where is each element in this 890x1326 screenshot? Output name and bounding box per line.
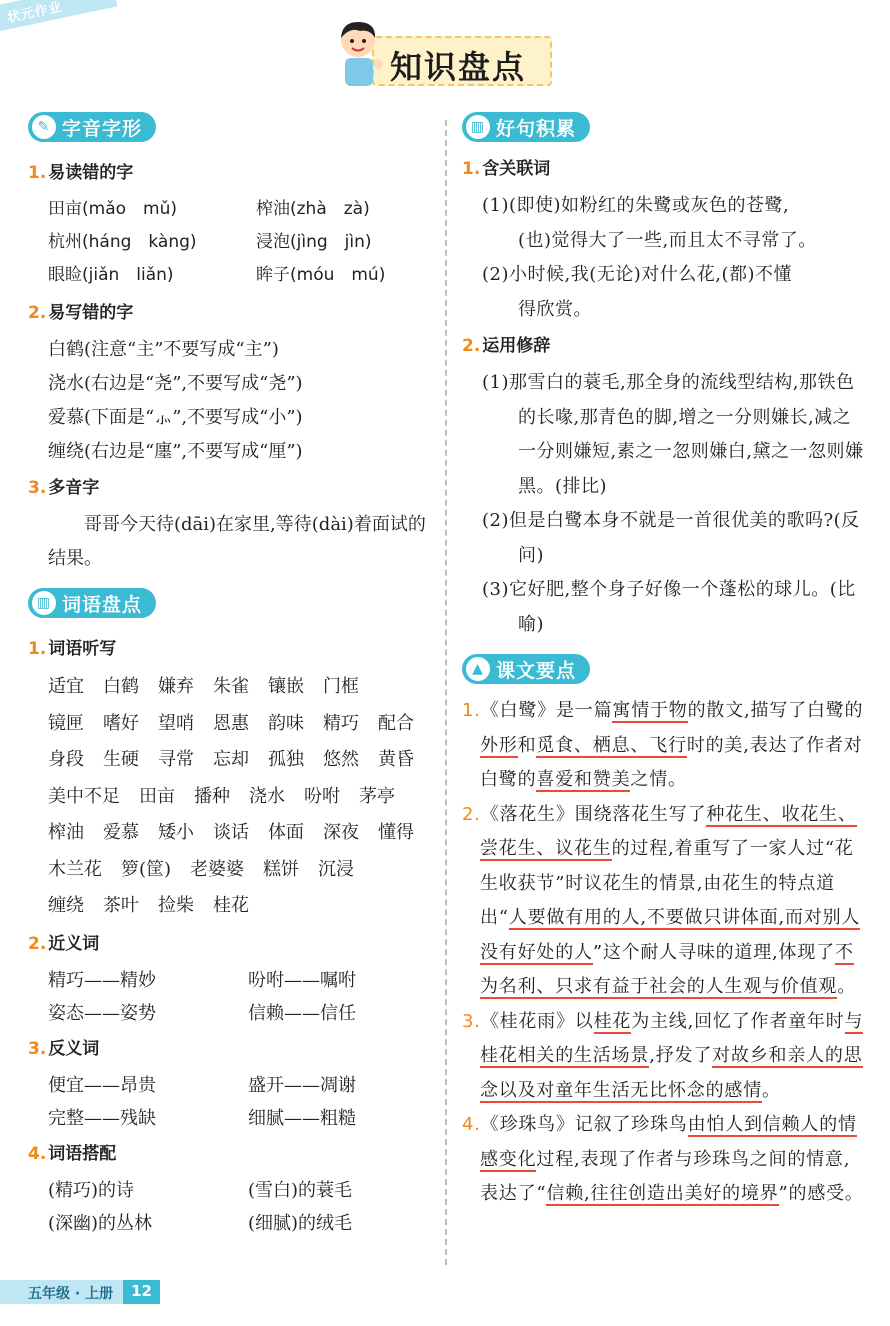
word-row (48, 888, 433, 925)
word: 望哨 (158, 712, 194, 734)
underlined-text: 由怕人到信赖人的情感变化 (480, 1114, 857, 1170)
word: 适宜 (48, 676, 84, 697)
word: 爱慕 (103, 822, 139, 843)
word: 孤独 (268, 749, 304, 770)
synonym-pair: 姿态——姿势 (48, 1002, 156, 1024)
synonym-pair: 精巧——精妙 (48, 969, 156, 991)
word-row (48, 706, 433, 743)
subheading-label: 易读错的字 (48, 163, 134, 183)
underlined-text: 喜爱和赞美 (536, 769, 631, 790)
word: 悠然 (323, 749, 359, 770)
word: 捡柴 (158, 895, 194, 916)
point-text: 《落花生》围绕落花生写了 (480, 803, 707, 825)
word: 美中不足 (48, 785, 120, 807)
underlined-text: 觅食、栖息、飞行 (536, 734, 687, 756)
sentence-line: (1)(即使)如粉红的朱鹭或灰色的苍鹭, (482, 195, 790, 216)
subheading-label: 词语听写 (48, 639, 117, 659)
word: 老婆婆 (190, 858, 245, 880)
synonym-pair: 信赖——信任 (248, 1002, 356, 1024)
boy-mascot-icon (330, 18, 390, 92)
word: 配合 (378, 712, 414, 734)
underlined-text: 桂花 (593, 1010, 632, 1032)
sentence-text: (2)但是白鹭本身不就是一首很优美的歌吗?(反问) (482, 510, 860, 566)
conjunction-sentence (462, 258, 867, 327)
page-footer (0, 1280, 160, 1304)
section-title: 词语盘点 (62, 593, 143, 616)
dictation-words (28, 669, 433, 925)
key-point-3 (462, 1005, 867, 1109)
word-row (48, 742, 433, 779)
word-row (48, 852, 433, 889)
subheading-label: 运用修辞 (482, 336, 551, 356)
writing-item: 浇水(右边是“尧”,不要写成“尧”) (48, 373, 303, 394)
antonym-pair: 盛开——凋谢 (248, 1074, 356, 1096)
word: 黄昏 (378, 749, 414, 770)
key-point-2 (462, 798, 867, 1005)
subheading-number: 4. (28, 1143, 47, 1164)
book-icon: ▥ (466, 115, 490, 139)
point-text: ”的感受。 (778, 1183, 864, 1204)
section-header-pronunciation (28, 112, 156, 142)
antonym-pair: 便宜——昂贵 (48, 1074, 156, 1096)
word: 忘却 (213, 749, 249, 770)
writing-item: 缠绕(右边是“廛”,不要写成“厘”) (48, 441, 303, 462)
word: 矮小 (158, 822, 194, 843)
point-number: 2. (462, 803, 481, 825)
point-text: 过程,表现了作者与珍珠鸟之间的情意,表达了“ (480, 1148, 851, 1204)
subheading-number: 3. (28, 478, 47, 498)
section-title: 字音字形 (62, 117, 143, 140)
subheading (28, 298, 433, 323)
conjunction-sentence (462, 189, 867, 258)
subheading (462, 154, 867, 179)
word: 白鹤 (103, 676, 139, 697)
reading-item: 浸泡(jìng jìn) (256, 232, 372, 252)
point-text: 。 (762, 1079, 781, 1101)
reading-item: 眼睑(jiǎn liǎn) (48, 265, 174, 285)
underlined-text: 种花生、收花生、尝花生、议花生 (480, 803, 857, 859)
word-row (48, 815, 433, 852)
point-number: 1. (462, 700, 481, 721)
word: 门框 (323, 676, 359, 697)
point-text: 和 (517, 734, 537, 756)
word: 桂花 (213, 895, 249, 916)
grade-label: 五年级 · 上册 (0, 1280, 123, 1304)
collocation-row (28, 1207, 433, 1240)
word: 茅亭 (359, 785, 395, 807)
collocation: (细腻)的绒毛 (248, 1212, 353, 1234)
underlined-text: 与桂花相关的生活场景 (480, 1010, 864, 1066)
word-row (48, 669, 433, 706)
point-text: 时的美,表达了作者对白鹭的 (480, 734, 863, 790)
collocation-row (28, 1174, 433, 1207)
reading-item: 榨油(zhà zà) (256, 199, 370, 219)
antonym-row (28, 1102, 433, 1135)
point-text: 《白鹭》是一篇 (480, 700, 613, 721)
sentence-line: (2)小时候,我(无论)对什么花,(都)不懂 (482, 264, 793, 285)
word: 嫌弃 (158, 676, 194, 697)
word: 镶嵌 (268, 676, 304, 697)
book-icon: ▥ (32, 591, 56, 615)
subheading (28, 158, 433, 183)
page-title: 知识盘点 (390, 48, 527, 86)
reading-row (28, 193, 433, 226)
subheading-number: 2. (462, 336, 481, 356)
reading-item: 杭州(háng kàng) (48, 232, 197, 252)
subheading (28, 634, 433, 659)
word-row (48, 779, 433, 816)
writing-item: 爱慕(下面是“⺗”,不要写成“小”) (48, 407, 303, 428)
underlined-text: 不为名利、只求有益于社会的人生观与价值观 (480, 941, 854, 997)
point-text: ,抒发了 (649, 1045, 713, 1066)
subheading (28, 1034, 433, 1059)
key-point-1 (462, 694, 867, 798)
point-text: 为主线,回忆了作者童年时 (631, 1010, 845, 1032)
word: 身段 (48, 749, 84, 770)
section-header-sentences (462, 112, 590, 142)
subheading-label: 反义词 (48, 1038, 100, 1059)
antonym-row (28, 1069, 433, 1102)
point-text: 之情。 (630, 769, 687, 790)
rhetoric-sentence (462, 366, 867, 504)
underlined-text: 人要做有用的人,不要做只讲体面,而对别人没有好处的人 (480, 907, 861, 963)
point-text: 《桂花雨》以 (480, 1010, 594, 1032)
point-number: 3. (462, 1010, 481, 1032)
collocation: (深幽)的丛林 (48, 1212, 153, 1234)
section-header-vocabulary (28, 588, 156, 618)
word: 吩咐 (304, 785, 340, 807)
page-number: 12 (123, 1280, 160, 1304)
word: 榨油 (48, 822, 84, 843)
word: 缠绕 (48, 895, 84, 916)
word: 懂得 (378, 822, 414, 843)
word: 播种 (194, 785, 230, 807)
synonym-row (28, 997, 433, 1030)
underlined-text: 对故乡和亲人的思念以及对童年生活无比怀念的感情 (480, 1045, 863, 1101)
rhetoric-sentence (462, 573, 867, 642)
word: 浇水 (249, 785, 285, 807)
collocation: (精巧)的诗 (48, 1179, 135, 1201)
word: 韵味 (268, 712, 304, 734)
subheading-number: 1. (462, 159, 481, 179)
subheading-label: 易写错的字 (48, 303, 134, 323)
reading-row (28, 259, 433, 292)
subheading-number: 3. (28, 1038, 47, 1059)
word: 精巧 (323, 712, 359, 734)
subheading-number: 1. (28, 639, 47, 659)
underlined-text: 寓情于物 (612, 700, 688, 721)
section-title: 课文要点 (496, 659, 577, 682)
subheading-label: 多音字 (48, 478, 100, 498)
graduation-cap-icon: ▲ (466, 657, 490, 681)
word: 糕饼 (263, 858, 300, 880)
reading-row (28, 226, 433, 259)
point-text: 的过程,着重写了一家人过“花生收获节”时议花生的情景,由花生的特点道出“ (480, 838, 854, 928)
word: 茶叶 (103, 895, 139, 916)
synonym-row (28, 964, 433, 997)
writing-item: 白鹤(注意“主”不要写成“主”) (48, 339, 279, 360)
word: 生硬 (103, 749, 139, 770)
sentence-line: (也)觉得大了一些,而且太不寻常了。 (518, 229, 817, 251)
column-divider (445, 120, 447, 1265)
synonym-pair: 吩咐——嘱咐 (248, 969, 356, 991)
underlined-text: 外形 (480, 734, 518, 756)
point-text: ”这个耐人寻味的道理,体现了 (592, 941, 835, 963)
sentence-line: 得欣赏。 (518, 298, 592, 320)
word: 体面 (268, 822, 304, 843)
subheading-number: 1. (28, 163, 47, 183)
subheading-number: 2. (28, 933, 47, 954)
word: 箩(筐) (121, 858, 172, 880)
word: 嗜好 (103, 712, 139, 734)
left-column (28, 112, 433, 1240)
subheading-label: 近义词 (48, 933, 100, 954)
word: 沉浸 (318, 858, 355, 880)
word: 朱雀 (213, 676, 249, 697)
point-text: 。 (837, 976, 857, 997)
key-point-4 (462, 1108, 867, 1212)
antonym-pair: 完整——残缺 (48, 1107, 156, 1129)
section-title: 好句积累 (496, 117, 577, 140)
word: 镜匣 (48, 712, 84, 734)
word: 谈话 (213, 822, 249, 843)
pencil-icon: ✎ (32, 115, 56, 139)
point-number: 4. (462, 1114, 481, 1135)
word: 木兰花 (48, 858, 102, 880)
reading-item: 眸子(móu mú) (256, 265, 386, 285)
antonym-pair: 细腻——粗糙 (248, 1107, 356, 1129)
word: 田亩 (139, 785, 175, 807)
word: 寻常 (158, 749, 194, 770)
subheading-label: 含关联词 (482, 159, 551, 179)
reading-item: 田亩(mǎo mǔ) (48, 199, 177, 219)
collocation: (雪白)的蓑毛 (248, 1179, 353, 1201)
subheading (28, 929, 433, 954)
sentence-text: (1)那雪白的蓑毛,那全身的流线型结构,那铁色的长喙,那青色的脚,增之一分则嫌长,减之一分则嫌短,素之一忽则嫌白,黛之一忽则嫌黑。(排比) (482, 372, 864, 497)
word: 深夜 (323, 822, 359, 843)
subheading (28, 1139, 433, 1164)
subheading (462, 331, 867, 356)
subheading-label: 词语搭配 (48, 1143, 117, 1164)
page-header (330, 18, 560, 92)
section-header-key-points (462, 654, 590, 684)
sentence-text: (3)它好肥,整个身子好像一个蓬松的球儿。(比喻) (482, 579, 856, 635)
right-column (462, 112, 867, 1212)
point-text: 的散文,描写了白鹭的 (687, 700, 864, 721)
subheading-number: 2. (28, 303, 47, 323)
word: 恩惠 (213, 712, 249, 734)
polyphone-sentence: 哥哥今天待(dāi)在家里,等待(dài)着面试的结果。 (48, 514, 426, 569)
corner-ribbon: 状元作业 (0, 0, 117, 33)
point-text: 《珍珠鸟》记叙了珍珠鸟 (480, 1114, 688, 1135)
subheading (28, 473, 433, 498)
underlined-text: 信赖,往往创造出美好的境界 (546, 1183, 779, 1204)
rhetoric-sentence (462, 504, 867, 573)
